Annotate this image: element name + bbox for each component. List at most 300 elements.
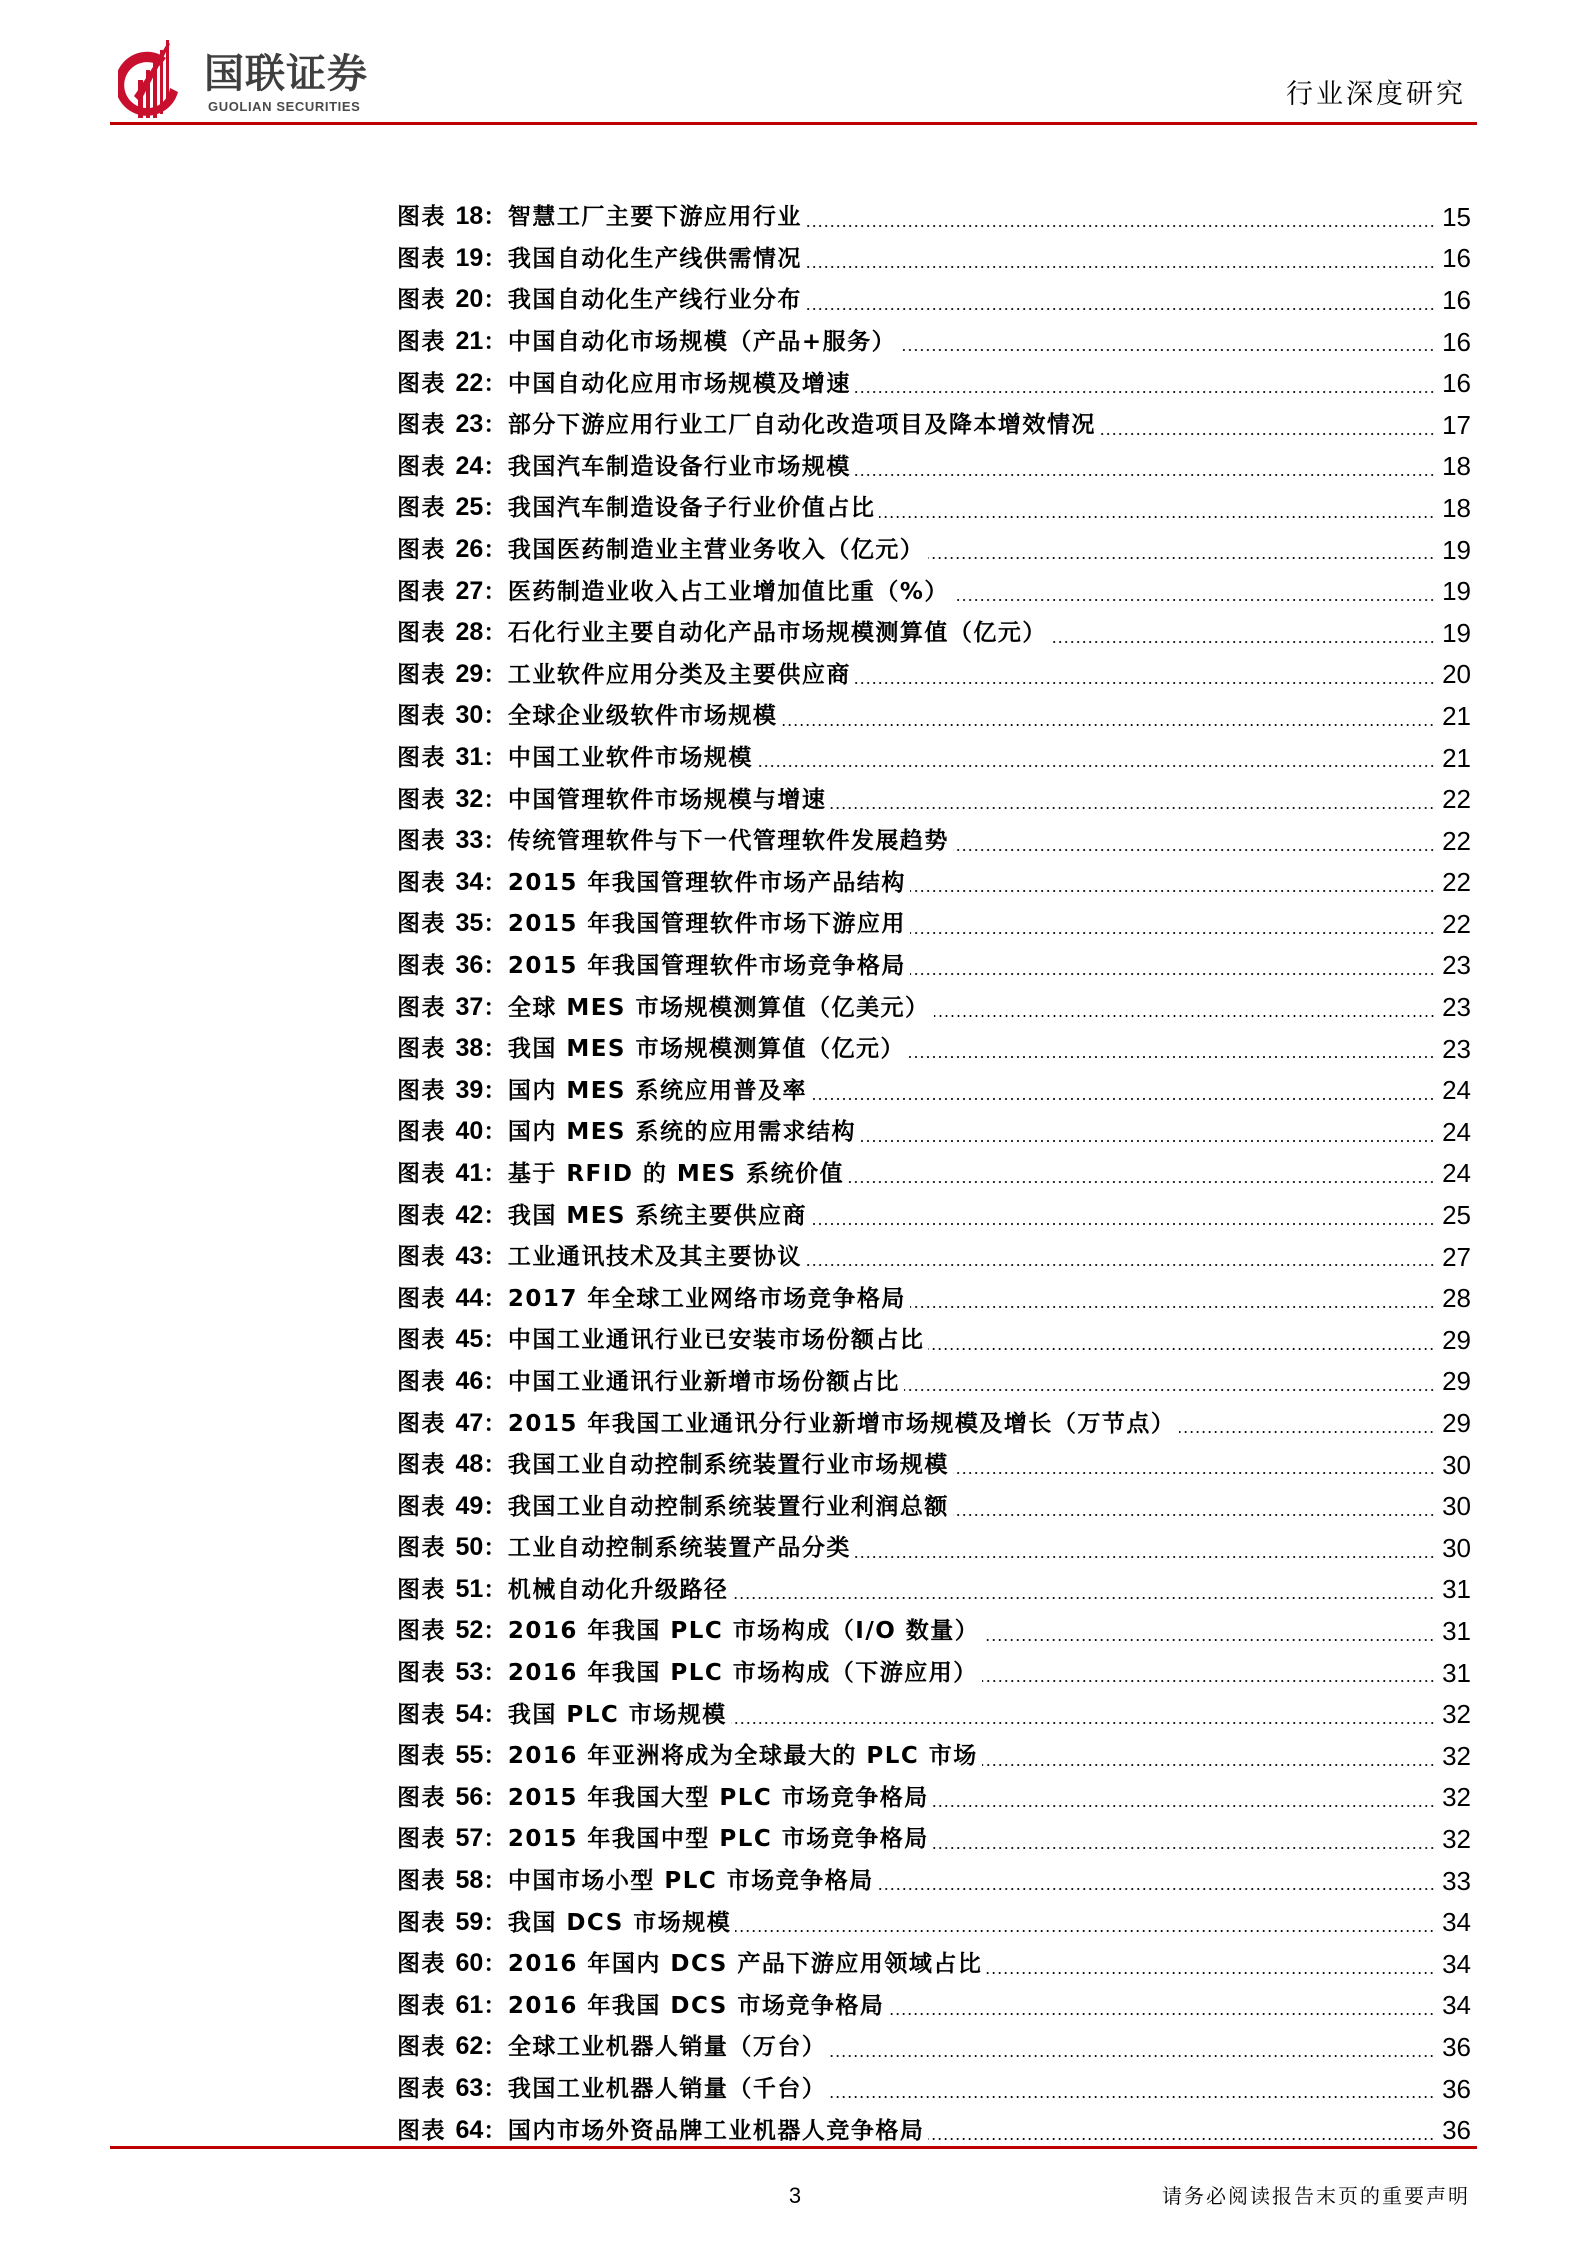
dot-leader [860,1140,1435,1142]
toc-entry-page[interactable]: 21 [1442,700,1471,731]
toc-entry-title: 我国 DCS 市场规模 [507,1909,732,1936]
toc-entry-title: 2016 年我国 PLC 市场构成（I/O 数量） [507,1618,980,1645]
toc-entry-title: 我国 PLC 市场规模 [507,1701,727,1728]
dot-leader [934,1015,1435,1017]
toc-entry-label[interactable] [397,1699,731,1730]
toc-entry[interactable] [397,279,1471,321]
toc-entry-colon: ： [483,1410,508,1437]
toc-entry[interactable] [397,1610,1471,1652]
toc-entry-prefix: 图表 [397,1868,446,1895]
toc-entry-prefix: 图表 [397,911,446,938]
toc-entry-label[interactable] [397,867,910,898]
toc-entry-colon: ： [483,620,508,647]
toc-entry-colon: ： [483,911,508,938]
toc-entry-label[interactable] [397,659,855,690]
toc-entry-page[interactable]: 33 [1442,1865,1471,1896]
toc-entry-label[interactable] [397,1408,1179,1439]
toc-entry-page[interactable]: 19 [1442,576,1471,607]
toc-entry-page[interactable]: 32 [1442,1740,1471,1771]
toc-entry-page[interactable]: 29 [1442,1324,1471,1355]
toc-entry-number: 51 [455,1574,484,1603]
toc-entry-page[interactable]: 16 [1442,326,1471,357]
toc-entry-prefix: 图表 [397,703,446,730]
toc-entry-page[interactable]: 18 [1442,451,1471,482]
toc-entry-number: 35 [455,909,484,938]
dot-leader [855,474,1435,476]
toc-entry-page[interactable]: 24 [1442,1075,1471,1106]
toc-entry-page[interactable]: 16 [1442,284,1471,315]
dot-leader [910,973,1435,975]
toc-entry-number: 61 [455,1990,484,2019]
toc-entry-number: 37 [455,992,484,1021]
toc-entry-page[interactable]: 28 [1442,1283,1471,1314]
toc-entry-colon: ： [483,952,508,979]
toc-entry[interactable] [397,2109,1471,2151]
toc-entry-title: 工业通讯技术及其主要协议 [507,1244,802,1271]
toc-entry-colon: ： [483,1701,508,1728]
toc-entry-page[interactable]: 36 [1442,2073,1471,2104]
toc-entry-label[interactable] [397,1615,983,1646]
toc-entry[interactable] [397,862,1471,904]
toc-entry-page[interactable]: 22 [1442,784,1471,815]
dot-leader [953,849,1435,851]
toc-entry-label[interactable] [397,492,879,523]
toc-entry-page[interactable]: 23 [1442,1033,1471,1064]
toc-entry-colon: ： [483,786,508,813]
toc-entry-colon: ： [483,578,508,605]
toc-entry-title: 我国工业自动控制系统装置行业市场规模 [507,1452,949,1479]
toc-entry-number: 32 [455,784,484,813]
toc-entry-page[interactable]: 22 [1442,908,1471,939]
toc-entry-prefix: 图表 [397,1992,446,2019]
toc-entry-page[interactable]: 25 [1442,1200,1471,1231]
toc-entry-label[interactable] [397,908,910,939]
toc-entry-title: 我国 MES 系统主要供应商 [507,1202,808,1229]
toc-entry-prefix: 图表 [397,1368,446,1395]
toc-entry-title: 我国工业机器人销量（千台） [507,2076,827,2103]
toc-entry[interactable] [397,1444,1471,1486]
toc-entry-number: 60 [455,1949,484,1978]
dot-leader [732,1597,1435,1599]
dot-leader [806,308,1435,310]
toc-entry[interactable] [397,1028,1471,1070]
toc-entry-label[interactable] [397,1283,910,1314]
toc-entry-label[interactable] [397,326,900,357]
toc-entry-number: 49 [455,1491,484,1520]
toc-entry-page[interactable]: 24 [1442,1158,1471,1189]
toc-entry-prefix: 图表 [397,1826,446,1853]
toc-entry[interactable] [397,945,1471,987]
toc-entry-number: 41 [455,1158,484,1187]
toc-entry-label[interactable] [397,576,953,607]
toc-entry-page[interactable]: 19 [1442,534,1471,565]
toc-entry-label[interactable] [397,1574,732,1605]
toc-entry-page[interactable]: 36 [1442,2115,1471,2146]
toc-entry-title: 中国自动化应用市场规模及增速 [507,370,851,397]
toc-entry-label[interactable] [397,2115,928,2146]
toc-entry-label[interactable] [397,1907,735,1938]
toc-entry-number: 46 [455,1366,484,1395]
toc-entry[interactable] [397,1111,1471,1153]
toc-entry-label[interactable] [397,1491,953,1522]
toc-entry-label[interactable] [397,700,781,731]
toc-entry[interactable] [397,820,1471,862]
toc-entry[interactable] [397,1985,1471,2027]
toc-entry-title: 中国管理软件市场规模与增速 [507,786,827,813]
toc-entry-page[interactable]: 15 [1442,201,1471,232]
toc-entry-colon: ： [483,1202,508,1229]
toc-entry-label[interactable] [397,950,910,981]
toc-entry-number: 33 [455,826,484,855]
dot-leader [928,557,1435,559]
toc-entry-label[interactable] [397,1740,982,1771]
toc-entry-label[interactable] [397,534,928,565]
toc-entry[interactable] [397,529,1471,571]
toc-entry-label[interactable] [397,1532,855,1563]
toc-entry-label[interactable] [397,2031,830,2062]
toc-entry-prefix: 图表 [397,2076,446,2103]
toc-entry-page[interactable]: 31 [1442,1615,1471,1646]
toc-entry-number: 58 [455,1866,484,1895]
toc-entry-colon: ： [483,1743,508,1770]
toc-entry-prefix: 图表 [397,1701,446,1728]
toc-entry-page[interactable]: 23 [1442,950,1471,981]
toc-entry[interactable] [397,1236,1471,1278]
toc-entry-title: 石化行业主要自动化产品市场规模测算值（亿元） [507,620,1047,647]
toc-entry-colon: ： [483,1368,508,1395]
toc-entry[interactable] [397,1860,1471,1902]
toc-entry[interactable] [397,903,1471,945]
toc-entry-number: 48 [455,1450,484,1479]
toc-entry-number: 30 [455,701,484,730]
toc-entry-prefix: 图表 [397,1160,446,1187]
toc-entry-prefix: 图表 [397,1202,446,1229]
toc-entry[interactable] [397,1153,1471,1195]
toc-entry-label[interactable] [397,243,806,274]
toc-entry-page[interactable]: 18 [1442,492,1471,523]
toc-entry-prefix: 图表 [397,287,446,314]
toc-entry-colon: ： [483,1077,508,1104]
toc-entry-number: 22 [455,368,484,397]
toc-entry-label[interactable] [397,1033,909,1064]
toc-entry-colon: ： [483,204,508,231]
toc-entry-prefix: 图表 [397,1410,446,1437]
toc-entry[interactable] [397,1319,1471,1361]
toc-entry-title: 医药制造业收入占工业增加值比重（%） [507,578,949,605]
toc-entry-number: 23 [455,410,484,439]
toc-entry-title: 基于 RFID 的 MES 系统价值 [507,1160,845,1187]
dot-leader [806,266,1435,268]
toc-entry-title: 中国自动化市场规模（产品+服务） [507,329,897,356]
toc-entry-page[interactable]: 30 [1442,1449,1471,1480]
toc-entry-colon: ： [483,994,508,1021]
toc-entry[interactable] [397,362,1471,404]
toc-entry[interactable] [397,1527,1471,1569]
toc-entry-page[interactable]: 24 [1442,1116,1471,1147]
toc-entry-title: 2015 年我国管理软件市场下游应用 [507,911,906,938]
toc-entry-page[interactable]: 29 [1442,1366,1471,1397]
toc-entry-page[interactable]: 19 [1442,617,1471,648]
toc-entry-label[interactable] [397,368,855,399]
toc-entry-prefix: 图表 [397,828,446,855]
toc-entry-number: 64 [455,2115,484,2144]
toc-entry-title: 中国工业通讯行业新增市场份额占比 [507,1368,900,1395]
toc-entry[interactable] [397,404,1471,446]
toc-entry-label[interactable] [397,1990,888,2021]
toc-entry-number: 54 [455,1699,484,1728]
toc-entry[interactable] [397,1569,1471,1611]
toc-entry-prefix: 图表 [397,578,446,605]
toc-entry-label[interactable] [397,1657,982,1688]
toc-entry-colon: ： [483,1992,508,2019]
toc-entry[interactable] [397,1818,1471,1860]
toc-entry-page[interactable]: 23 [1442,992,1471,1023]
toc-entry-colon: ： [483,2076,508,2103]
dot-leader [909,1056,1435,1058]
toc-entry-colon: ： [483,745,508,772]
toc-entry-label[interactable] [397,1324,928,1355]
toc-entry-number: 44 [455,1283,484,1312]
guolian-emblem-icon [118,36,184,122]
toc-entry-label[interactable] [397,1075,811,1106]
toc-entry-page[interactable]: 32 [1442,1823,1471,1854]
toc-entry-prefix: 图表 [397,412,446,439]
dot-leader [855,1556,1435,1558]
dot-leader [830,2055,1435,2057]
toc-entry-prefix: 图表 [397,204,446,231]
toc-entry-title: 我国自动化生产线供需情况 [507,245,802,272]
toc-entry-number: 45 [455,1325,484,1354]
toc-entry-prefix: 图表 [397,537,446,564]
toc-entry-prefix: 图表 [397,329,446,356]
toc-entry[interactable] [397,1735,1471,1777]
toc-entry[interactable] [397,1277,1471,1319]
dot-leader [1179,1431,1435,1433]
toc-entry-label[interactable] [397,1366,904,1397]
dot-leader [888,2013,1435,2015]
toc-entry-colon: ： [483,412,508,439]
toc-entry-prefix: 图表 [397,245,446,272]
toc-entry-colon: ： [483,1576,508,1603]
toc-entry-page[interactable]: 32 [1442,1699,1471,1730]
toc-entry-title: 我国汽车制造设备子行业价值占比 [507,495,876,522]
dot-leader [1100,433,1435,435]
toc-entry[interactable] [397,196,1471,238]
dot-leader [878,1888,1435,1890]
toc-entry-label[interactable] [397,1158,848,1189]
toc-entry-title: 2015 年我国管理软件市场产品结构 [507,869,906,896]
toc-entry[interactable] [397,2068,1471,2110]
footer-divider [110,2146,1477,2149]
toc-entry-title: 我国 MES 市场规模测算值（亿元） [507,1036,906,1063]
toc-entry-page[interactable]: 30 [1442,1491,1471,1522]
logo-english-name: GUOLIAN SECURITIES [208,99,361,114]
toc-entry-label[interactable] [397,1200,811,1231]
toc-entry[interactable] [397,446,1471,488]
toc-entry[interactable] [397,1901,1471,1943]
figure-toc-list [397,196,1471,2151]
toc-entry[interactable] [397,487,1471,529]
toc-entry-prefix: 图表 [397,1493,446,1520]
toc-entry-page[interactable]: 22 [1442,867,1471,898]
toc-entry-number: 39 [455,1075,484,1104]
dot-leader [928,1348,1435,1350]
toc-entry-label[interactable] [397,1948,986,1979]
toc-entry-title: 2016 年我国 DCS 市场竞争格局 [507,1992,885,2019]
dot-leader [848,1181,1435,1183]
toc-entry-page[interactable]: 21 [1442,742,1471,773]
toc-entry-title: 部分下游应用行业工厂自动化改造项目及降本增效情况 [507,412,1096,439]
dot-leader [879,516,1435,518]
toc-entry-label[interactable] [397,409,1100,440]
toc-entry-page[interactable]: 22 [1442,825,1471,856]
toc-entry-label[interactable] [397,1782,933,1813]
toc-entry-prefix: 图表 [397,952,446,979]
toc-entry-colon: ： [483,1951,508,1978]
dot-leader [953,599,1435,601]
toc-entry[interactable] [397,1777,1471,1819]
toc-entry-page[interactable]: 29 [1442,1408,1471,1439]
toc-entry-colon: ： [483,1160,508,1187]
dot-leader [806,225,1435,227]
toc-entry-colon: ： [483,1868,508,1895]
report-type-label: 行业深度研究 [1286,79,1466,110]
dot-leader [811,1098,1435,1100]
dot-leader [830,807,1435,809]
toc-entry-prefix: 图表 [397,1452,446,1479]
toc-entry-label[interactable] [397,784,830,815]
toc-entry[interactable] [397,695,1471,737]
toc-entry-colon: ： [483,828,508,855]
toc-entry[interactable] [397,2026,1471,2068]
toc-entry-colon: ： [483,1660,508,1687]
toc-entry-prefix: 图表 [397,1784,446,1811]
dot-leader [953,1472,1435,1474]
toc-entry-title: 智慧工厂主要下游应用行业 [507,204,802,231]
dot-leader [910,890,1435,892]
toc-entry-number: 63 [455,2074,484,2103]
toc-entry[interactable] [397,612,1471,654]
toc-entry[interactable] [397,778,1471,820]
toc-entry-page[interactable]: 30 [1442,1532,1471,1563]
dot-leader [900,349,1435,351]
toc-entry-number: 42 [455,1200,484,1229]
toc-entry-colon: ： [483,1618,508,1645]
toc-entry-title: 2017 年全球工业网络市场竞争格局 [507,1285,906,1312]
toc-entry-label[interactable] [397,992,934,1023]
toc-entry-colon: ： [483,2034,508,2061]
dot-leader [855,682,1435,684]
toc-entry-page[interactable]: 31 [1442,1574,1471,1605]
toc-entry-colon: ： [483,370,508,397]
toc-entry-prefix: 图表 [397,1036,446,1063]
dot-leader [735,1930,1435,1932]
toc-entry-prefix: 图表 [397,1285,446,1312]
toc-entry-page[interactable]: 32 [1442,1782,1471,1813]
toc-entry[interactable] [397,1069,1471,1111]
toc-entry[interactable] [397,1652,1471,1694]
toc-entry-number: 59 [455,1907,484,1936]
toc-entry-page[interactable]: 17 [1442,409,1471,440]
toc-entry-title: 传统管理软件与下一代管理软件发展趋势 [507,828,949,855]
toc-entry-label[interactable] [397,1865,878,1896]
disclaimer-notice: 请务必阅读报告末页的重要声明 [1162,2184,1470,2208]
toc-entry[interactable] [397,1194,1471,1236]
toc-entry[interactable] [397,238,1471,280]
dot-leader [806,1264,1435,1266]
toc-entry-prefix: 图表 [397,2034,446,2061]
toc-entry-label[interactable] [397,1241,806,1272]
toc-entry-page[interactable]: 16 [1442,243,1471,274]
toc-entry[interactable] [397,1943,1471,1985]
toc-entry[interactable] [397,1361,1471,1403]
toc-entry-number: 20 [455,285,484,314]
toc-entry-page[interactable]: 36 [1442,2031,1471,2062]
toc-entry-label[interactable] [397,825,953,856]
toc-entry-title: 全球企业级软件市场规模 [507,703,778,730]
toc-entry[interactable] [397,1485,1471,1527]
toc-entry-title: 国内 MES 系统应用普及率 [507,1077,808,1104]
toc-entry-label[interactable] [397,617,1051,648]
toc-entry-label[interactable] [397,1823,933,1854]
header-divider [110,122,1477,125]
toc-entry-colon: ： [483,1036,508,1063]
toc-entry[interactable] [397,1402,1471,1444]
toc-entry-number: 53 [455,1658,484,1687]
toc-entry-title: 2016 年亚洲将成为全球最大的 PLC 市场 [507,1743,978,1770]
dot-leader [953,1514,1435,1516]
toc-entry-number: 52 [455,1616,484,1645]
toc-entry-title: 全球工业机器人销量（万台） [507,2034,827,2061]
toc-entry-label[interactable] [397,284,806,315]
toc-entry-prefix: 图表 [397,994,446,1021]
toc-entry-title: 2016 年国内 DCS 产品下游应用领域占比 [507,1951,983,1978]
toc-entry-number: 62 [455,2032,484,2061]
toc-entry-title: 工业自动控制系统装置产品分类 [507,1535,851,1562]
toc-entry-label[interactable] [397,2073,830,2104]
toc-entry[interactable] [397,737,1471,779]
toc-entry-label[interactable] [397,1449,953,1480]
toc-entry[interactable] [397,570,1471,612]
dot-leader [983,1639,1435,1641]
toc-entry-page[interactable]: 34 [1442,1907,1471,1938]
toc-entry-title: 我国医药制造业主营业务收入（亿元） [507,537,925,564]
toc-entry-page[interactable]: 31 [1442,1657,1471,1688]
toc-entry-colon: ： [483,1826,508,1853]
toc-entry-title: 我国自动化生产线行业分布 [507,287,802,314]
toc-entry-label[interactable] [397,1116,860,1147]
toc-entry-colon: ： [483,661,508,688]
toc-entry[interactable] [397,654,1471,696]
toc-entry[interactable] [397,986,1471,1028]
toc-entry-page[interactable]: 20 [1442,659,1471,690]
toc-entry-label[interactable] [397,742,757,773]
dot-leader [928,2138,1435,2140]
toc-entry-label[interactable] [397,451,855,482]
toc-entry-label[interactable] [397,201,806,232]
toc-entry-page[interactable]: 34 [1442,1990,1471,2021]
toc-entry-title: 我国工业自动控制系统装置行业利润总额 [507,1493,949,1520]
toc-entry-number: 34 [455,867,484,896]
toc-entry-page[interactable]: 27 [1442,1241,1471,1272]
toc-entry-page[interactable]: 16 [1442,368,1471,399]
toc-entry[interactable] [397,1693,1471,1735]
toc-entry-page[interactable]: 34 [1442,1948,1471,1979]
toc-entry[interactable] [397,321,1471,363]
page-number: 3 [788,2183,802,2208]
toc-entry-prefix: 图表 [397,1743,446,1770]
dot-leader [910,932,1435,934]
